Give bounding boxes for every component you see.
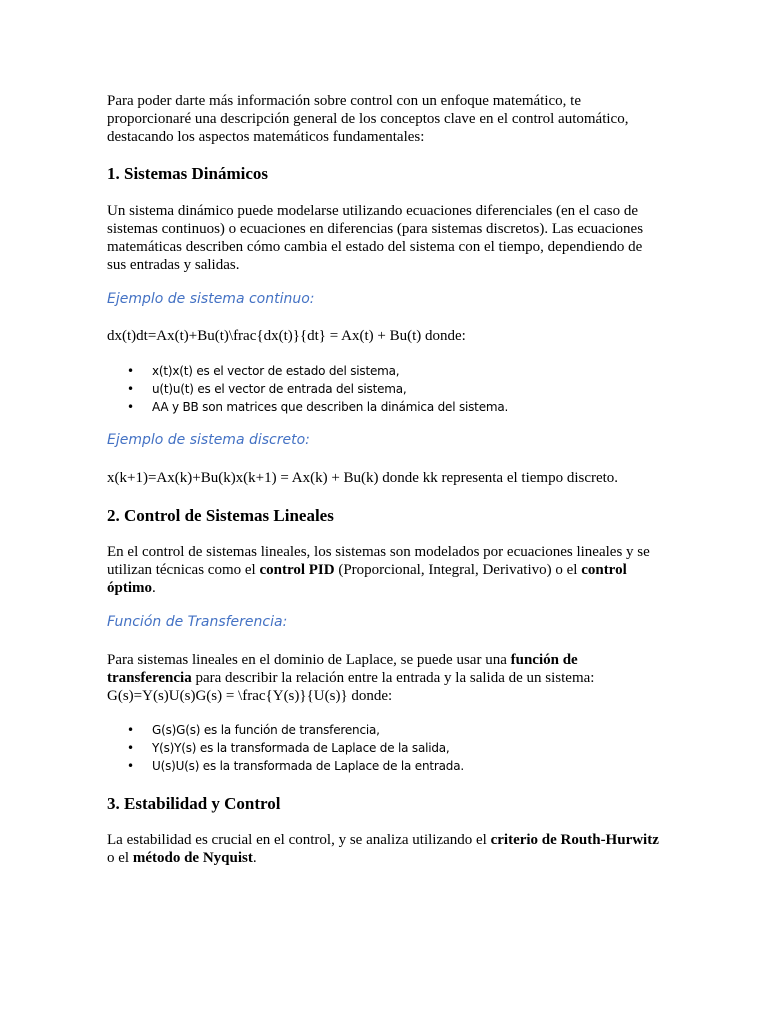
section1-line: sistemas continuos) o ecuaciones en diferencias (para sistemas discretos). Las ecuaciones: [107, 221, 644, 237]
section1-line: sus entradas y salidas.: [107, 257, 240, 273]
list-item: • x(t)x(t) es el vector de estado del sistema,: [127, 362, 508, 380]
section1-heading: 1. Sistemas Dinámicos: [107, 164, 269, 183]
section1-line: matemáticas describen cómo cambia el estado del sistema con el tiempo, dependiendo de: [107, 239, 643, 255]
continuous-bullet-list: [127, 362, 508, 416]
section2-line: utilizan técnicas como el control PID (Proporcional, Integral, Derivativo) o el control: [107, 562, 627, 578]
transfer-line: G(s)=Y(s)U(s)G(s) = \frac{Y(s)}{U(s)} donde:: [107, 688, 393, 704]
control-optimo-term: control: [581, 562, 627, 578]
transfer-line: Para sistemas lineales en el dominio de Laplace, se puede usar una función de: [107, 652, 578, 668]
continuous-subheading: Ejemplo de sistema continuo:: [107, 291, 315, 307]
control-optimo-term: óptimo: [107, 580, 152, 596]
funcion-transferencia-term: transferencia: [107, 670, 192, 686]
discrete-equation: x(k+1)=Ax(k)+Bu(k)x(k+1) = Ax(k) + Bu(k) donde kk representa el tiempo discreto.: [107, 470, 619, 486]
section1-line: Un sistema dinámico puede modelarse utilizando ecuaciones diferenciales (en el caso de: [107, 203, 639, 219]
funcion-transferencia-term: función de: [510, 652, 578, 668]
section3-paragraph: [107, 831, 667, 867]
section2-paragraph: [107, 543, 667, 597]
list-item: • Y(s)Y(s) es la transformada de Laplace de la salida,: [127, 739, 464, 757]
section2-line: óptimo.: [107, 580, 156, 596]
intro-line: proporcionaré una descripción general de los conceptos clave en el control automático,: [107, 111, 629, 127]
transfer-bullet-list: [127, 721, 464, 775]
transfer-paragraph: [107, 651, 667, 705]
section2-line: En el control de sistemas lineales, los sistemas son modelados por ecuaciones lineales y se: [107, 544, 650, 560]
intro-line: Para poder darte más información sobre control con un enfoque matemático, te: [107, 93, 581, 109]
section1-paragraph: [107, 202, 667, 274]
intro-line: destacando los aspectos matemáticos fundamentales:: [107, 129, 425, 145]
section3-line: La estabilidad es crucial en el control, y se analiza utilizando el criterio de Routh-Hurwitz: [107, 832, 659, 848]
nyquist-term: método de Nyquist: [132, 850, 253, 866]
section3-line: o el método de Nyquist.: [107, 850, 257, 866]
section3-heading: 3. Estabilidad y Control: [107, 794, 281, 813]
discrete-subheading: Ejemplo de sistema discreto:: [107, 432, 310, 448]
transfer-subheading: Función de Transferencia:: [107, 614, 288, 630]
transfer-line: transferencia para describir la relación entre la entrada y la salida de un sistema:: [107, 670, 595, 686]
control-pid-term: control PID: [259, 562, 335, 578]
list-item: • G(s)G(s) es la función de transferencia,: [127, 721, 464, 739]
list-item: • u(t)u(t) es el vector de entrada del sistema,: [127, 380, 508, 398]
list-item: • U(s)U(s) es la transformada de Laplace de la entrada.: [127, 757, 464, 775]
section2-heading: 2. Control de Sistemas Lineales: [107, 506, 334, 525]
list-item: • AA y BB son matrices que describen la dinámica del sistema.: [127, 398, 508, 416]
intro-paragraph: [107, 92, 667, 146]
continuous-equation: dx(t)dt=Ax(t)+Bu(t)\frac{dx(t)}{dt} = Ax(t) + Bu(t) donde:: [107, 328, 466, 344]
routh-hurwitz-term: criterio de Routh-Hurwitz: [490, 832, 659, 848]
